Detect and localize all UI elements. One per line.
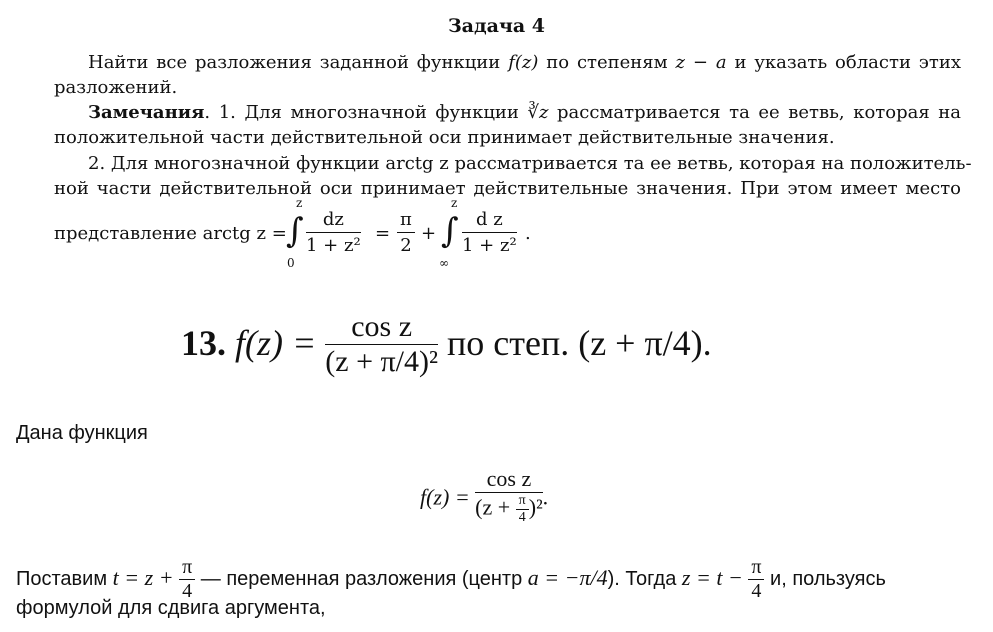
fraction-numerator: dz xyxy=(306,207,361,233)
solution-text: и, пользуясь xyxy=(770,568,886,590)
statement-text: и указать области этих xyxy=(734,52,961,73)
t-definition: t = z + xyxy=(112,565,174,590)
z-definition: z = t − xyxy=(681,565,743,590)
solution-numerator: cos z xyxy=(475,466,543,493)
remark-2-line-1: 2. Для многозначной функции arctg z рассматривается та ее ветвь, которая на положитель- xyxy=(88,153,972,174)
integral-upper-limit-2: z xyxy=(451,196,458,210)
fraction-numerator: π xyxy=(748,556,764,580)
remark-2-line-3: представление arctg z = xyxy=(54,223,287,244)
solution-line-1 xyxy=(16,556,886,603)
solution-intro: Дана функция xyxy=(16,422,148,444)
fraction-numerator: π xyxy=(179,556,195,580)
statement-line-2: разложений. xyxy=(54,77,178,98)
remark-text: Для многозначной функции xyxy=(244,102,519,123)
period: . xyxy=(525,223,531,244)
fraction-pi-half xyxy=(397,207,415,258)
equals-sign: = xyxy=(375,223,391,244)
fraction-numerator: d z xyxy=(462,207,517,233)
problem-numerator: cos z xyxy=(325,310,438,345)
integral-lower-limit-2: ∞ xyxy=(439,256,449,270)
solution-denominator: (z + $\frac{\pi}{4}$ )² xyxy=(475,493,543,525)
plus-sign: + xyxy=(421,223,437,244)
integral-lower-limit-1: 0 xyxy=(287,256,295,270)
function-symbol: f(z) xyxy=(508,52,539,73)
expansion-variable: z − a xyxy=(675,52,727,73)
solution-text: Поставим xyxy=(16,568,108,590)
remark-1-line-1 xyxy=(88,100,961,125)
fraction-numerator: π xyxy=(397,207,415,233)
solution-text: ). Тогда xyxy=(607,568,677,590)
solution-lhs: f(z) = xyxy=(420,484,470,510)
remark-text: рассматривается та ее ветвь, которая на xyxy=(557,102,961,123)
fraction-denominator: 1 + z² xyxy=(462,235,517,256)
solution-text: — переменная разложения (центр xyxy=(200,568,523,590)
problem-number: 13. xyxy=(181,323,226,363)
statement-text: по степеням xyxy=(546,52,668,73)
remarks-label: Замечания xyxy=(88,102,205,123)
fraction-denominator: 4 xyxy=(182,580,193,602)
fraction-dz xyxy=(306,207,361,258)
statement-line-1 xyxy=(88,50,961,75)
fraction-denominator: 2 xyxy=(400,235,412,256)
problem-denominator: (z + π/4)² xyxy=(325,345,438,378)
remark-1-line-2: положительной части действительной оси принимает действительные значения. xyxy=(54,127,835,148)
task-title: Задача 4 xyxy=(447,15,546,37)
period: . xyxy=(542,484,549,510)
remark-2-line-2: ной части действительной оси принимает действительные значения. При этом имеет место xyxy=(54,178,961,199)
solution-line-2: формулой для сдвига аргумента, xyxy=(16,597,326,619)
statement-text: Найти все разложения заданной функции xyxy=(88,52,501,73)
fraction-dz-2 xyxy=(462,207,517,258)
integral-sign-1: ∫ xyxy=(286,211,304,251)
integral-sign-2: ∫ xyxy=(441,211,459,251)
remark-number: . 1. xyxy=(204,102,236,123)
problem-lhs: f(z) = xyxy=(235,323,317,363)
problem-13 xyxy=(181,310,712,379)
fraction-denominator: 1 + z² xyxy=(306,235,361,256)
fraction-denominator: 4 xyxy=(751,580,762,602)
integral-upper-limit-1: z xyxy=(296,196,303,210)
solution-function-formula xyxy=(420,466,548,526)
problem-tail: по степ. (z + π/4). xyxy=(446,323,712,363)
center-value: a = −π/4 xyxy=(527,565,608,590)
cube-root-symbol: ∛z xyxy=(527,102,549,123)
